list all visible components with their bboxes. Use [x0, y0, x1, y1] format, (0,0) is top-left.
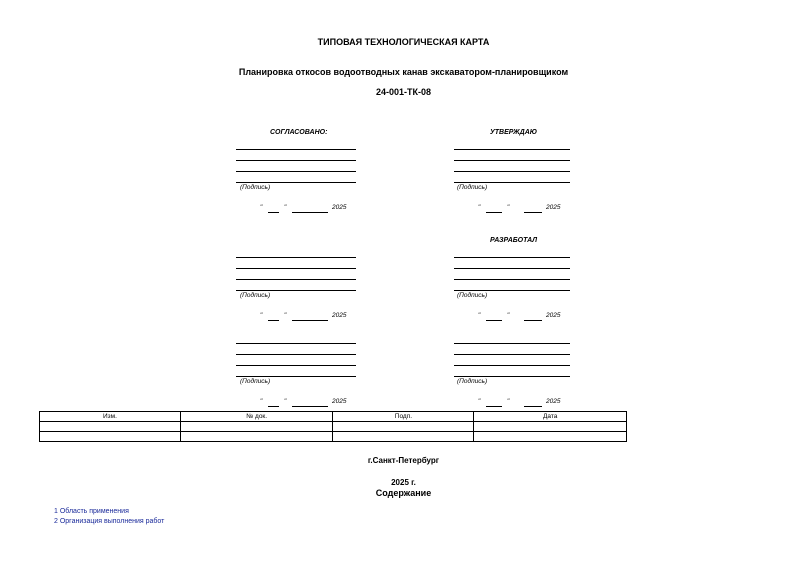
signature-line [454, 182, 570, 183]
table-cell [474, 422, 627, 432]
date-year: 2025 [332, 398, 347, 405]
signature-line [236, 268, 356, 269]
signature-caption: (Подпись) [457, 378, 488, 385]
table-cell [333, 432, 474, 442]
approve-label: УТВЕРЖДАЮ [490, 129, 538, 136]
developed-label: РАЗРАБОТАЛ [490, 237, 538, 244]
table-cell [474, 432, 627, 442]
signature-line [454, 354, 570, 355]
signature-line [454, 343, 570, 344]
signature-line [236, 257, 356, 258]
date-year: 2025 [546, 398, 561, 405]
signature-caption: (Подпись) [457, 184, 488, 191]
toc-item[interactable]: 1 Область применения [54, 508, 129, 515]
table-cell [333, 422, 474, 432]
date-field: " " 2025 [478, 204, 561, 211]
date-field: " " 2025 [478, 312, 561, 319]
signature-line [454, 149, 570, 150]
signature-caption: (Подпись) [240, 378, 271, 385]
document-type-title: ТИПОВАЯ ТЕХНОЛОГИЧЕСКАЯ КАРТА [317, 37, 490, 47]
table-row [40, 432, 627, 442]
signature-line [236, 149, 356, 150]
date-field: " " 2025 [260, 398, 347, 405]
signature-line [454, 160, 570, 161]
toc-item[interactable]: 2 Организация выполнения работ [54, 518, 165, 525]
table-row [40, 422, 627, 432]
date-field: " " 2025 [260, 312, 347, 319]
column-header: Дата [474, 412, 627, 422]
signature-line [454, 257, 570, 258]
signature-line [236, 182, 356, 183]
column-header: Подп. [333, 412, 474, 422]
date-year: 2025 [546, 312, 561, 319]
signature-caption: (Подпись) [457, 292, 488, 299]
signature-line [454, 268, 570, 269]
document-subject: Планировка откосов водоотводных канав экскаватором-планировщиком [238, 67, 569, 77]
footer-year: 2025 г. [391, 478, 416, 487]
signature-line [236, 354, 356, 355]
date-year: 2025 [332, 204, 347, 211]
signature-line [236, 171, 356, 172]
signature-line [236, 160, 356, 161]
signature-line [454, 290, 570, 291]
signature-line [236, 365, 356, 366]
table-cell [180, 422, 333, 432]
table-cell [40, 432, 181, 442]
signature-line [236, 290, 356, 291]
date-year: 2025 [332, 312, 347, 319]
table-cell [180, 432, 333, 442]
signature-line [454, 376, 570, 377]
city: г.Санкт-Петербург [367, 456, 440, 465]
document-code: 24-001-ТК-08 [375, 87, 432, 97]
signature-line [236, 376, 356, 377]
date-field: " " 2025 [260, 204, 347, 211]
column-header: Изм. [40, 412, 181, 422]
date-field: " " 2025 [478, 398, 561, 405]
signature-caption: (Подпись) [240, 292, 271, 299]
column-header: № док. [180, 412, 333, 422]
contents-title: Содержание [375, 488, 432, 498]
signature-line [236, 343, 356, 344]
table-cell [40, 422, 181, 432]
signature-line [454, 171, 570, 172]
date-year: 2025 [546, 204, 561, 211]
signature-line [236, 279, 356, 280]
signature-caption: (Подпись) [240, 184, 271, 191]
signature-line [454, 279, 570, 280]
table-header-row [40, 412, 627, 422]
agreed-label: СОГЛАСОВАНО: [270, 129, 328, 136]
revision-table [39, 411, 627, 442]
signature-line [454, 365, 570, 366]
